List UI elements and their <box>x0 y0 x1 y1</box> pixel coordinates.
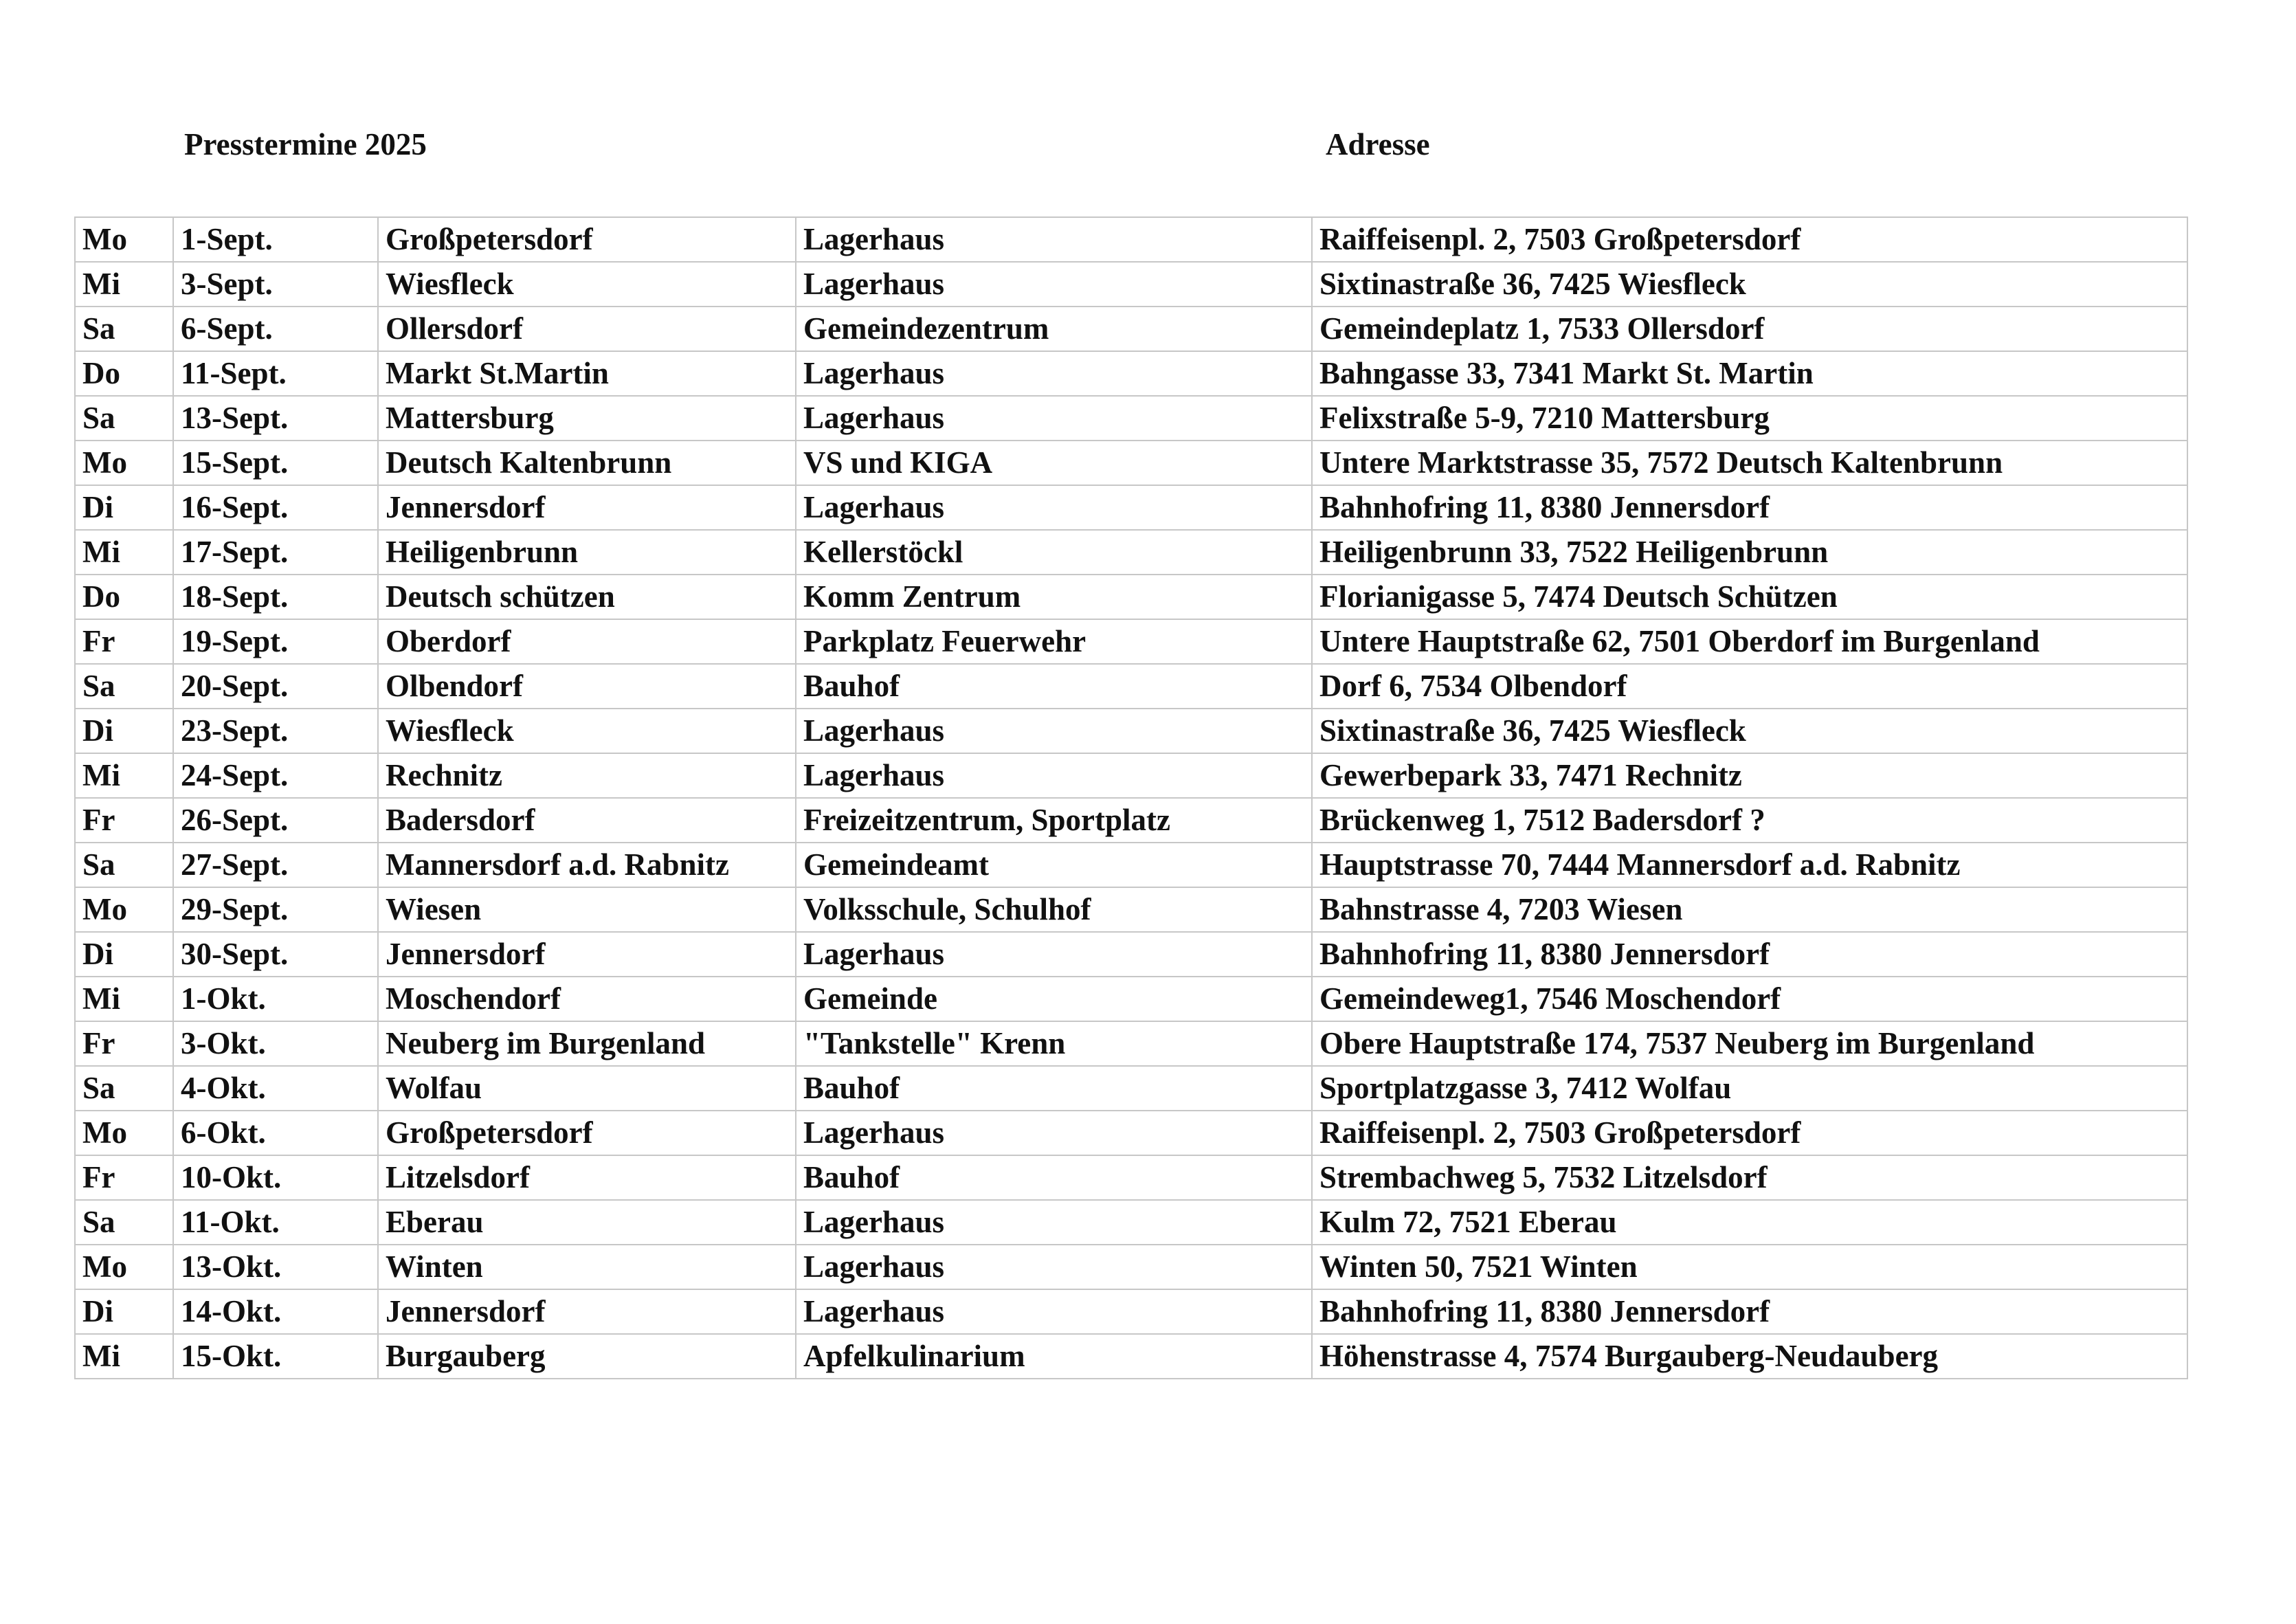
cell-place: Moschendorf <box>378 977 796 1021</box>
table-row <box>75 709 2187 753</box>
table-row <box>75 575 2187 619</box>
cell-address: Bahnhofring 11, 8380 Jennersdorf <box>1312 485 2187 530</box>
cell-date: 15-Sept. <box>173 441 378 485</box>
table-row <box>75 1021 2187 1066</box>
cell-weekday: Sa <box>75 396 173 441</box>
cell-date: 16-Sept. <box>173 485 378 530</box>
cell-date: 27-Sept. <box>173 843 378 887</box>
cell-date: 26-Sept. <box>173 798 378 843</box>
cell-weekday: Sa <box>75 664 173 709</box>
cell-venue: Lagerhaus <box>796 932 1312 977</box>
cell-place: Deutsch schützen <box>378 575 796 619</box>
cell-weekday: Mi <box>75 753 173 798</box>
cell-weekday: Di <box>75 485 173 530</box>
table-row <box>75 396 2187 441</box>
table-row <box>75 932 2187 977</box>
table-row <box>75 977 2187 1021</box>
cell-venue: Gemeinde <box>796 977 1312 1021</box>
cell-weekday: Mi <box>75 262 173 307</box>
cell-place: Neuberg im Burgenland <box>378 1021 796 1066</box>
cell-venue: Gemeindezentrum <box>796 307 1312 351</box>
cell-date: 11-Sept. <box>173 351 378 396</box>
cell-place: Wiesfleck <box>378 709 796 753</box>
cell-date: 6-Okt. <box>173 1111 378 1155</box>
cell-place: Wiesen <box>378 887 796 932</box>
cell-address: Bahnhofring 11, 8380 Jennersdorf <box>1312 1289 2187 1334</box>
table-row <box>75 1155 2187 1200</box>
cell-address: Dorf 6, 7534 Olbendorf <box>1312 664 2187 709</box>
cell-weekday: Mo <box>75 217 173 262</box>
cell-date: 15-Okt. <box>173 1334 378 1379</box>
cell-place: Mannersdorf a.d. Rabnitz <box>378 843 796 887</box>
cell-venue: Komm Zentrum <box>796 575 1312 619</box>
table-row <box>75 1334 2187 1379</box>
cell-address: Brückenweg 1, 7512 Badersdorf ? <box>1312 798 2187 843</box>
table-row <box>75 1111 2187 1155</box>
cell-venue: Parkplatz Feuerwehr <box>796 619 1312 664</box>
cell-place: Jennersdorf <box>378 485 796 530</box>
cell-address: Gewerbepark 33, 7471 Rechnitz <box>1312 753 2187 798</box>
cell-venue: VS und KIGA <box>796 441 1312 485</box>
schedule-body <box>75 217 2187 1379</box>
cell-address: Sixtinastraße 36, 7425 Wiesfleck <box>1312 262 2187 307</box>
cell-date: 10-Okt. <box>173 1155 378 1200</box>
cell-address: Gemeindeweg1, 7546 Moschendorf <box>1312 977 2187 1021</box>
cell-venue: Lagerhaus <box>796 396 1312 441</box>
cell-place: Oberdorf <box>378 619 796 664</box>
cell-address: Gemeindeplatz 1, 7533 Ollersdorf <box>1312 307 2187 351</box>
cell-venue: "Tankstelle" Krenn <box>796 1021 1312 1066</box>
cell-address: Bahngasse 33, 7341 Markt St. Martin <box>1312 351 2187 396</box>
cell-address: Winten 50, 7521 Winten <box>1312 1245 2187 1289</box>
cell-date: 11-Okt. <box>173 1200 378 1245</box>
cell-place: Ollersdorf <box>378 307 796 351</box>
cell-venue: Kellerstöckl <box>796 530 1312 575</box>
cell-address: Sportplatzgasse 3, 7412 Wolfau <box>1312 1066 2187 1111</box>
cell-weekday: Mi <box>75 530 173 575</box>
table-row <box>75 307 2187 351</box>
cell-weekday: Mo <box>75 1111 173 1155</box>
cell-place: Großpetersdorf <box>378 1111 796 1155</box>
cell-address: Höhenstrasse 4, 7574 Burgauberg-Neudauberg <box>1312 1334 2187 1379</box>
table-row <box>75 217 2187 262</box>
cell-date: 19-Sept. <box>173 619 378 664</box>
cell-place: Litzelsdorf <box>378 1155 796 1200</box>
table-row <box>75 619 2187 664</box>
cell-date: 18-Sept. <box>173 575 378 619</box>
cell-venue: Apfelkulinarium <box>796 1334 1312 1379</box>
cell-place: Burgauberg <box>378 1334 796 1379</box>
cell-address: Kulm 72, 7521 Eberau <box>1312 1200 2187 1245</box>
cell-place: Olbendorf <box>378 664 796 709</box>
table-row <box>75 441 2187 485</box>
cell-date: 29-Sept. <box>173 887 378 932</box>
table-row <box>75 843 2187 887</box>
cell-venue: Bauhof <box>796 1066 1312 1111</box>
cell-date: 14-Okt. <box>173 1289 378 1334</box>
cell-weekday: Mi <box>75 1334 173 1379</box>
cell-weekday: Sa <box>75 307 173 351</box>
cell-address: Raiffeisenpl. 2, 7503 Großpetersdorf <box>1312 217 2187 262</box>
cell-place: Großpetersdorf <box>378 217 796 262</box>
cell-venue: Bauhof <box>796 664 1312 709</box>
table-row <box>75 351 2187 396</box>
cell-date: 30-Sept. <box>173 932 378 977</box>
cell-weekday: Fr <box>75 619 173 664</box>
cell-weekday: Fr <box>75 1021 173 1066</box>
cell-place: Wolfau <box>378 1066 796 1111</box>
cell-venue: Lagerhaus <box>796 1111 1312 1155</box>
cell-date: 3-Okt. <box>173 1021 378 1066</box>
cell-place: Markt St.Martin <box>378 351 796 396</box>
cell-date: 4-Okt. <box>173 1066 378 1111</box>
cell-weekday: Di <box>75 932 173 977</box>
cell-address: Florianigasse 5, 7474 Deutsch Schützen <box>1312 575 2187 619</box>
cell-venue: Volksschule, Schulhof <box>796 887 1312 932</box>
cell-venue: Lagerhaus <box>796 1245 1312 1289</box>
cell-venue: Gemeindeamt <box>796 843 1312 887</box>
cell-place: Jennersdorf <box>378 932 796 977</box>
cell-weekday: Sa <box>75 1200 173 1245</box>
cell-weekday: Mo <box>75 1245 173 1289</box>
address-column-heading: Adresse <box>1326 127 1430 162</box>
cell-place: Eberau <box>378 1200 796 1245</box>
cell-date: 3-Sept. <box>173 262 378 307</box>
press-schedule-table <box>74 216 2188 1379</box>
cell-weekday: Di <box>75 1289 173 1334</box>
cell-place: Jennersdorf <box>378 1289 796 1334</box>
cell-weekday: Do <box>75 575 173 619</box>
cell-venue: Lagerhaus <box>796 217 1312 262</box>
cell-date: 17-Sept. <box>173 530 378 575</box>
table-row <box>75 485 2187 530</box>
table-row <box>75 1066 2187 1111</box>
cell-date: 20-Sept. <box>173 664 378 709</box>
cell-place: Badersdorf <box>378 798 796 843</box>
cell-place: Heiligenbrunn <box>378 530 796 575</box>
table-row <box>75 530 2187 575</box>
table-row <box>75 664 2187 709</box>
table-row <box>75 1289 2187 1334</box>
cell-address: Untere Marktstrasse 35, 7572 Deutsch Kaltenbrunn <box>1312 441 2187 485</box>
cell-venue: Lagerhaus <box>796 262 1312 307</box>
cell-date: 13-Sept. <box>173 396 378 441</box>
cell-place: Winten <box>378 1245 796 1289</box>
table-row <box>75 753 2187 798</box>
cell-address: Bahnhofring 11, 8380 Jennersdorf <box>1312 932 2187 977</box>
cell-weekday: Sa <box>75 1066 173 1111</box>
cell-address: Bahnstrasse 4, 7203 Wiesen <box>1312 887 2187 932</box>
cell-address: Raiffeisenpl. 2, 7503 Großpetersdorf <box>1312 1111 2187 1155</box>
cell-venue: Lagerhaus <box>796 709 1312 753</box>
table-row <box>75 887 2187 932</box>
cell-weekday: Mi <box>75 977 173 1021</box>
cell-address: Felixstraße 5-9, 7210 Mattersburg <box>1312 396 2187 441</box>
table-row <box>75 798 2187 843</box>
cell-address: Heiligenbrunn 33, 7522 Heiligenbrunn <box>1312 530 2187 575</box>
cell-weekday: Mo <box>75 887 173 932</box>
cell-weekday: Fr <box>75 798 173 843</box>
cell-weekday: Do <box>75 351 173 396</box>
cell-venue: Lagerhaus <box>796 1289 1312 1334</box>
cell-place: Rechnitz <box>378 753 796 798</box>
table-row <box>75 262 2187 307</box>
cell-address: Sixtinastraße 36, 7425 Wiesfleck <box>1312 709 2187 753</box>
cell-date: 23-Sept. <box>173 709 378 753</box>
cell-date: 1-Sept. <box>173 217 378 262</box>
cell-address: Strembachweg 5, 7532 Litzelsdorf <box>1312 1155 2187 1200</box>
cell-address: Untere Hauptstraße 62, 7501 Oberdorf im Burgenland <box>1312 619 2187 664</box>
cell-weekday: Sa <box>75 843 173 887</box>
page-title: Presstermine 2025 <box>184 127 427 162</box>
cell-venue: Lagerhaus <box>796 351 1312 396</box>
cell-venue: Bauhof <box>796 1155 1312 1200</box>
cell-venue: Freizeitzentrum, Sportplatz <box>796 798 1312 843</box>
cell-date: 13-Okt. <box>173 1245 378 1289</box>
cell-place: Deutsch Kaltenbrunn <box>378 441 796 485</box>
cell-address: Obere Hauptstraße 174, 7537 Neuberg im Burgenland <box>1312 1021 2187 1066</box>
cell-weekday: Fr <box>75 1155 173 1200</box>
cell-place: Wiesfleck <box>378 262 796 307</box>
cell-address: Hauptstrasse 70, 7444 Mannersdorf a.d. Rabnitz <box>1312 843 2187 887</box>
table-row <box>75 1200 2187 1245</box>
cell-date: 1-Okt. <box>173 977 378 1021</box>
cell-weekday: Mo <box>75 441 173 485</box>
cell-place: Mattersburg <box>378 396 796 441</box>
cell-venue: Lagerhaus <box>796 753 1312 798</box>
cell-date: 24-Sept. <box>173 753 378 798</box>
cell-date: 6-Sept. <box>173 307 378 351</box>
cell-weekday: Di <box>75 709 173 753</box>
cell-venue: Lagerhaus <box>796 1200 1312 1245</box>
cell-venue: Lagerhaus <box>796 485 1312 530</box>
table-row <box>75 1245 2187 1289</box>
